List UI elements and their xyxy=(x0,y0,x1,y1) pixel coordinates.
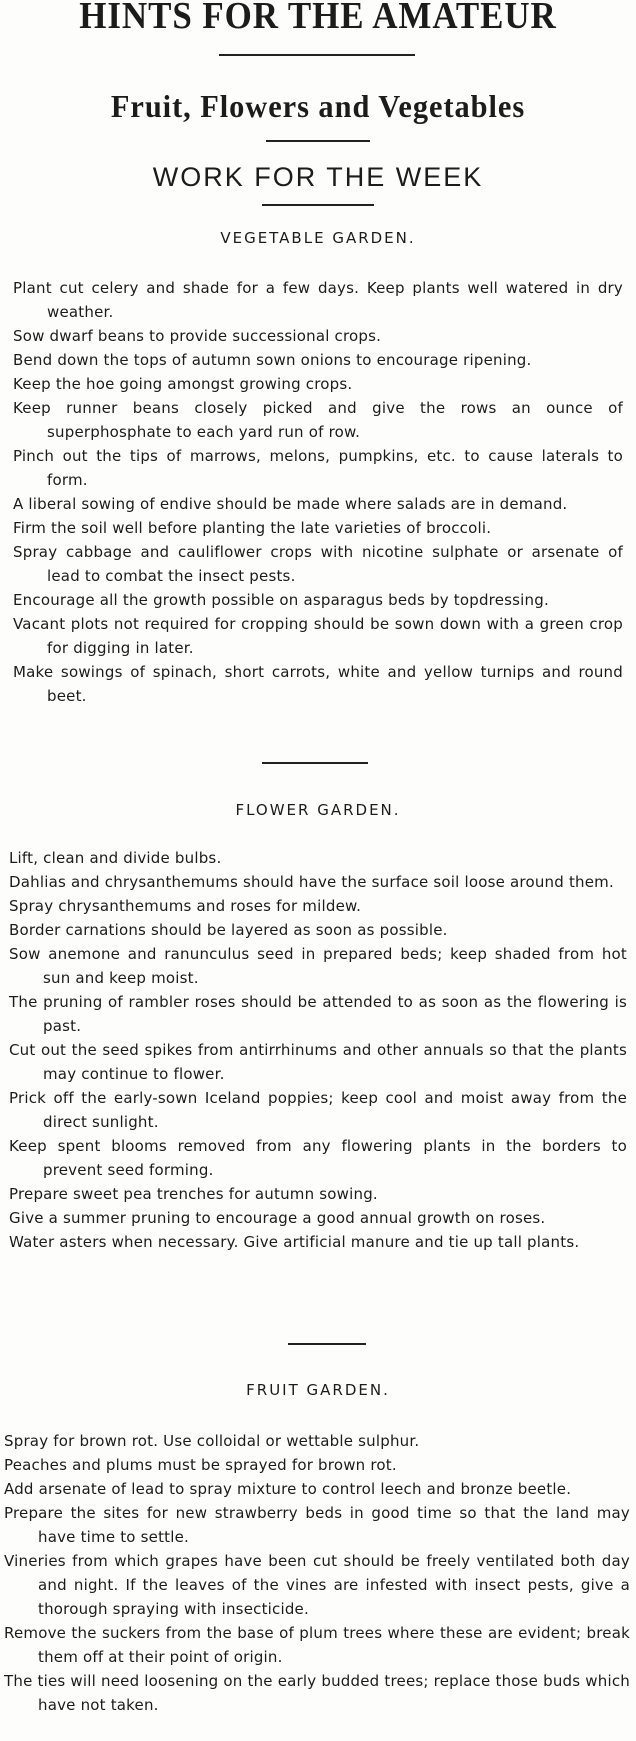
list-item: Make sowings of spinach, short carrots, white and yellow turnips and round beet. xyxy=(13,663,623,705)
flower-garden-heading: FLOWER GARDEN. xyxy=(235,801,401,819)
list-item: Vineries from which grapes have been cut should be freely ventilated both day and night. If the leaves of the vines are infested with insect pests, give a thorough spraying with insecticide. xyxy=(4,1552,630,1618)
list-item: Keep runner beans closely picked and give the rows an ounce of superphosphate to each yard run of row. xyxy=(13,399,623,441)
section-divider xyxy=(288,1343,366,1345)
list-item: Pinch out the tips of marrows, melons, pumpkins, etc. to cause laterals to form. xyxy=(13,447,623,489)
list-item: Firm the soil well before planting the late varieties of broccoli. xyxy=(13,519,492,537)
list-item: Water asters when necessary. Give artificial manure and tie up tall plants. xyxy=(9,1233,580,1251)
list-item: Cut out the seed spikes from antirrhinums and other annuals so that the plants may continue to flower. xyxy=(9,1041,627,1083)
title-divider xyxy=(219,54,415,56)
list-item: Dahlias and chrysanthemums should have the surface soil loose around them. xyxy=(9,873,614,891)
list-item: Prepare sweet pea trenches for autumn sowing. xyxy=(9,1185,378,1203)
list-item: Sow dwarf beans to provide successional crops. xyxy=(13,327,382,345)
list-item: Sow anemone and ranunculus seed in prepared beds; keep shaded from hot sun and keep moist. xyxy=(9,945,627,987)
fruit-garden-list xyxy=(4,1429,630,1717)
list-item: Add arsenate of lead to spray mixture to control leech and bronze beetle. xyxy=(4,1480,572,1498)
vegetable-garden-list xyxy=(13,276,623,708)
flower-garden-list xyxy=(9,846,627,1254)
list-item: Remove the suckers from the base of plum trees where these are evident; break them off at their point of origin. xyxy=(4,1624,630,1666)
week-divider xyxy=(262,204,374,206)
list-item: The pruning of rambler roses should be attended to as soon as the flowering is past. xyxy=(9,993,627,1035)
list-item: Border carnations should be layered as soon as possible. xyxy=(9,921,448,939)
page-title: HINTS FOR THE AMATEUR xyxy=(79,0,557,37)
fruit-garden-heading: FRUIT GARDEN. xyxy=(246,1381,390,1399)
list-item: A liberal sowing of endive should be made where salads are in demand. xyxy=(13,495,568,513)
subtitle-divider xyxy=(266,140,370,142)
list-item: The ties will need loosening on the early budded trees; replace those buds which have not taken. xyxy=(4,1672,630,1714)
list-item: Keep spent blooms removed from any flowering plants in the borders to prevent seed forming. xyxy=(9,1137,627,1179)
work-for-the-week-heading: WORK FOR THE WEEK xyxy=(152,162,484,192)
list-item: Prepare the sites for new strawberry beds in good time so that the land may have time to settle. xyxy=(4,1504,630,1546)
list-item: Give a summer pruning to encourage a good annual growth on roses. xyxy=(9,1209,546,1227)
list-item: Vacant plots not required for cropping should be sown down with a green crop for digging in later. xyxy=(13,615,623,657)
list-item: Encourage all the growth possible on asparagus beds by topdressing. xyxy=(13,591,549,609)
list-item: Spray chrysanthemums and roses for mildew. xyxy=(9,897,362,915)
list-item: Bend down the tops of autumn sown onions to encourage ripening. xyxy=(13,351,532,369)
list-item: Lift, clean and divide bulbs. xyxy=(9,849,222,867)
section-divider xyxy=(262,762,368,764)
page-subtitle: Fruit, Flowers and Vegetables xyxy=(110,88,526,124)
vegetable-garden-heading: VEGETABLE GARDEN. xyxy=(220,229,416,247)
list-item: Prick off the early-sown Iceland poppies; keep cool and moist away from the direct sunlight. xyxy=(9,1089,627,1131)
list-item: Spray cabbage and cauliflower crops with nicotine sulphate or arsenate of lead to combat the insect pests. xyxy=(13,543,623,585)
list-item: Peaches and plums must be sprayed for brown rot. xyxy=(4,1456,397,1474)
list-item: Spray for brown rot. Use colloidal or wettable sulphur. xyxy=(4,1432,420,1450)
list-item: Keep the hoe going amongst growing crops. xyxy=(13,375,353,393)
list-item: Plant cut celery and shade for a few days. Keep plants well watered in dry weather. xyxy=(13,279,623,321)
